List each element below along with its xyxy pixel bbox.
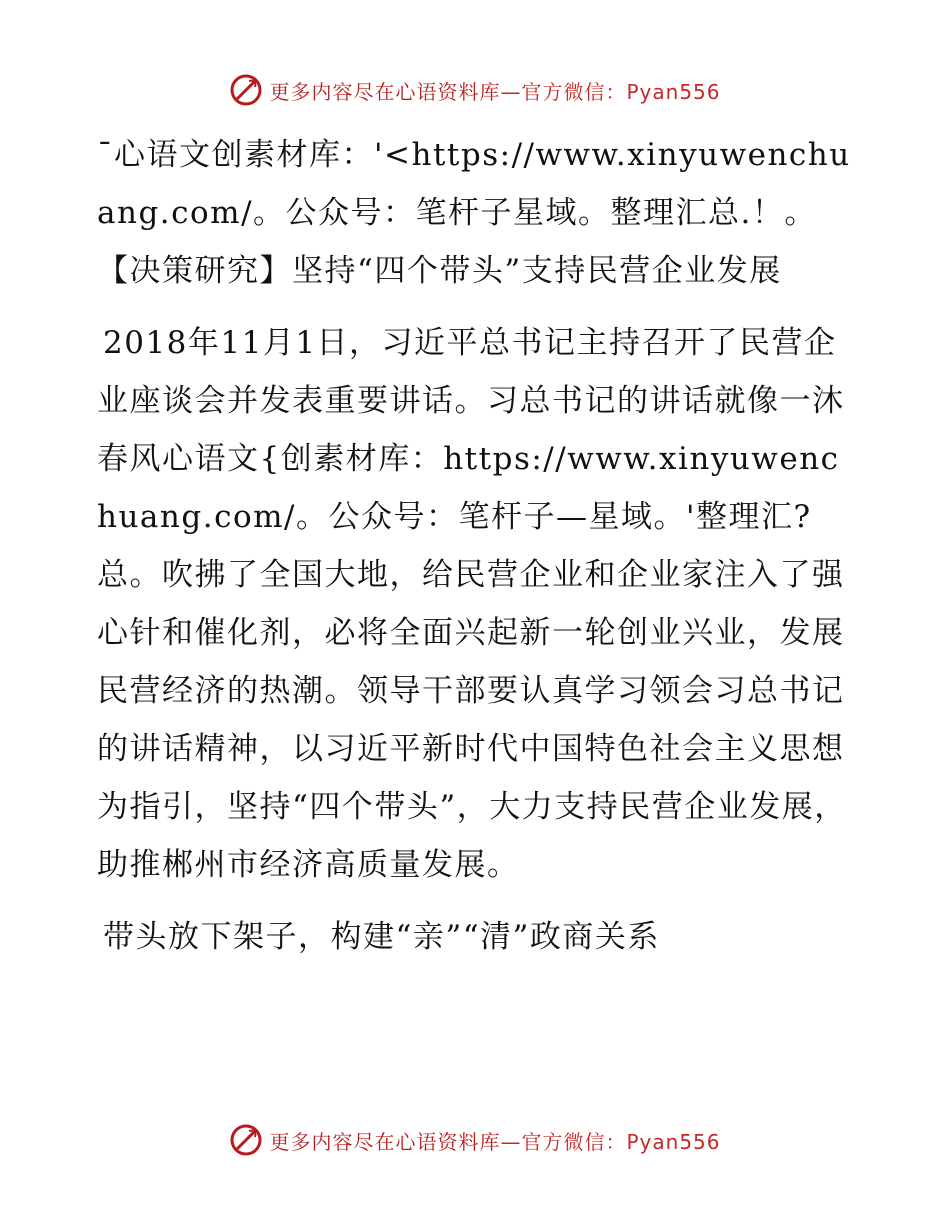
watermark-text: [269, 76, 720, 105]
watermark-wechat-id: Pyan556: [626, 79, 721, 104]
watermark-main-text: 更多内容尽在心语资料库: [269, 79, 501, 104]
paragraph-body: 2018年11月1日，习近平总书记主持召开了民营企业座谈会并发表重要讲话。习总书记的讲话就像一沐春风心语文{创素材库：https://www.xinyuwenchuang.com/。公众号：笔杆子—星域。'整理汇?总。吹拂了全国大地，给民营企业和企业家注入了强心针和催化剂，必将全面兴起新一轮创业兴业，发展民营经济的热潮。领导干部要认真学习领会习总书记的讲话精神，以习近平新时代中国特色社会主义思想为指引，坚持“四个带头”，大力支持民营企业发展，助推郴州市经济高质量发展。: [97, 325, 847, 883]
paragraph-section-heading: 带头放下架子，构建“亲”“清”政商关系: [103, 919, 660, 955]
document-body: [97, 126, 857, 966]
quill-seal-icon: [229, 73, 263, 107]
watermark-separator: —: [500, 79, 522, 104]
watermark-wechat-label: 官方微信：: [521, 1129, 627, 1154]
paragraph-intro-title: ¯心语文创素材库：'<https://www.xinyuwenchuang.com/。公众号：笔杆子星域。整理汇总.！。【决策研究】坚持“四个带头”支持民营企业发展: [97, 137, 851, 289]
quill-seal-icon: [229, 1123, 263, 1157]
header-watermark: [0, 70, 950, 110]
watermark-text: [269, 1126, 720, 1155]
footer-watermark: [0, 1120, 950, 1160]
watermark-separator: —: [500, 1129, 522, 1154]
watermark-main-text: 更多内容尽在心语资料库: [269, 1129, 501, 1154]
watermark-wechat-label: 官方微信：: [521, 79, 627, 104]
watermark-wechat-id: Pyan556: [626, 1129, 721, 1154]
